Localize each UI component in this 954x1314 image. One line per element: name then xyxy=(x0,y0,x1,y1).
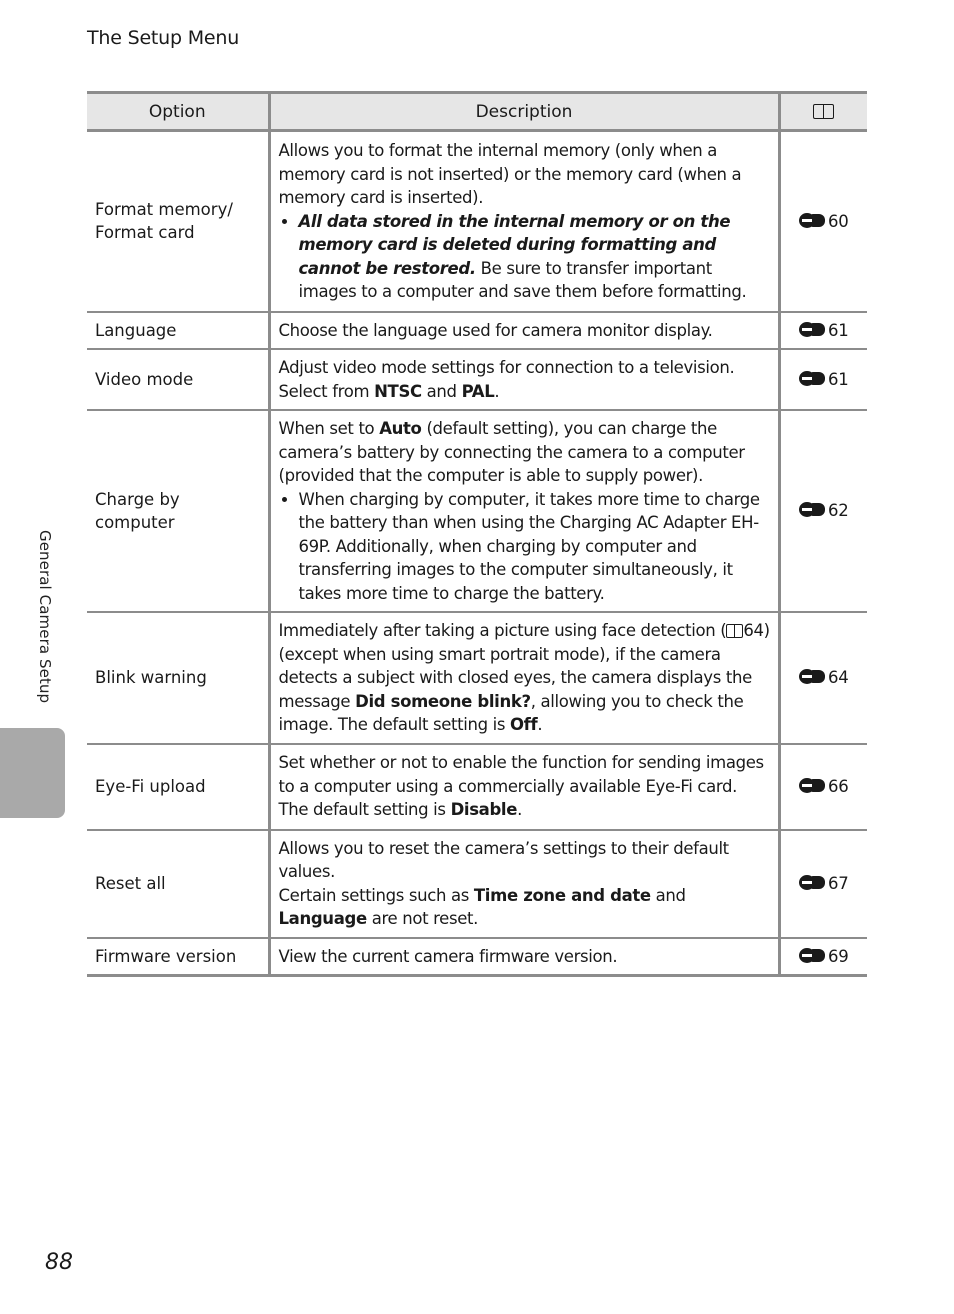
description-text: . xyxy=(517,800,522,820)
table-row xyxy=(87,938,867,976)
reference-page: 61 xyxy=(828,320,849,340)
description-paragraph xyxy=(279,884,771,931)
reference-section-e-icon xyxy=(799,371,828,386)
setting-name: Language xyxy=(278,909,367,928)
reference-section-e-icon xyxy=(799,669,828,684)
option-cell: Firmware version xyxy=(87,938,269,976)
reference-cell xyxy=(779,938,867,976)
reference-cell xyxy=(779,312,867,350)
option-cell xyxy=(87,410,269,612)
description-text: ) (except when using smart portrait mode), if the camera detects a subject with closed eyes, the camera displays the message xyxy=(278,621,770,711)
page-header-title: The Setup Menu xyxy=(87,27,240,49)
table-row xyxy=(87,410,867,612)
option-cell: Eye-Fi upload xyxy=(87,744,269,830)
section-thumb-tab xyxy=(0,728,65,818)
description-cell xyxy=(269,349,779,410)
description-text: . xyxy=(537,715,543,734)
reference-cell xyxy=(779,131,867,312)
reference-page: 62 xyxy=(828,501,849,521)
reference-cell xyxy=(779,410,867,612)
description-text: Allows you to reset the camera’s settings to their default values. xyxy=(278,838,729,881)
description-cell xyxy=(269,612,779,744)
column-header-reference xyxy=(779,93,867,131)
table-row xyxy=(87,131,867,312)
bullet-item: • When charging by computer, it takes more time to charge the battery than when using the Charging AC Adapter EH-69P. Additionally, when charging by computer and transferring images to the computer simultaneously, it takes more time to charge the battery. xyxy=(299,488,771,606)
bullet-list xyxy=(279,488,771,606)
setting-value: PAL xyxy=(461,381,495,401)
setting-value: Auto xyxy=(379,419,422,438)
description-text: . xyxy=(494,381,500,401)
reference-section-e-icon xyxy=(799,875,828,890)
description-text: Certain settings such as xyxy=(278,885,474,905)
option-label-line: Format card xyxy=(95,223,195,243)
option-label-line: Charge by xyxy=(95,489,180,509)
option-label-line: computer xyxy=(95,513,175,532)
setting-name: Time zone and date xyxy=(473,885,651,905)
reference-cell xyxy=(779,830,867,938)
cross-reference-page: 64 xyxy=(743,621,764,640)
option-cell xyxy=(87,131,269,312)
bullet-list xyxy=(279,210,771,304)
reference-section-e-icon xyxy=(799,948,828,963)
side-tab-label: General Camera Setup xyxy=(36,530,54,704)
reference-section-e-icon xyxy=(799,502,828,517)
table-row xyxy=(87,612,867,744)
reference-cell xyxy=(779,349,867,410)
message-text: Did someone blink? xyxy=(355,691,531,711)
description-text: are not reset. xyxy=(366,909,479,928)
column-header-option: Option xyxy=(87,93,269,131)
description-text: , allowing you to check the image. The default setting is xyxy=(278,691,744,734)
setting-value: NTSC xyxy=(374,381,422,401)
reference-page: 69 xyxy=(828,946,849,966)
table-row xyxy=(87,830,867,938)
reference-cell xyxy=(779,612,867,744)
option-cell: Reset all xyxy=(87,830,269,938)
setting-value: Off xyxy=(510,715,538,734)
description-cell: View the current camera firmware version. xyxy=(269,938,779,976)
setting-value: Disable xyxy=(450,800,518,820)
reference-page: 67 xyxy=(828,873,849,893)
description-text: Immediately after taking a picture using face detection ( xyxy=(278,621,727,640)
description-text: and xyxy=(650,885,686,905)
description-text: Allows you to format the internal memory (only when a memory card is not inserted) or the memory card (when a memory card is inserted). xyxy=(278,141,742,207)
reference-section-e-icon xyxy=(799,322,828,337)
description-cell xyxy=(269,410,779,612)
table-row xyxy=(87,744,867,830)
reference-page: 60 xyxy=(828,211,849,231)
option-cell: Blink warning xyxy=(87,612,269,744)
reference-section-e-icon xyxy=(799,213,828,228)
reference-page: 66 xyxy=(828,776,849,796)
option-label-line: Format memory/ xyxy=(95,199,233,219)
description-cell: Choose the language used for camera monitor display. xyxy=(269,312,779,350)
description-text: When set to xyxy=(278,419,380,438)
description-paragraph xyxy=(279,417,771,488)
description-text: Adjust video mode settings for connection to a television. Select from xyxy=(278,358,735,401)
bullet-text: Be sure to transfer important images to a computer and save them before formatting. xyxy=(298,258,747,301)
description-cell xyxy=(269,131,779,312)
bullet-item xyxy=(299,210,771,304)
book-icon xyxy=(813,104,834,119)
warning-text: All data stored in the internal memory or on the memory card is deleted during formatting and cannot be restored. xyxy=(298,211,731,278)
setup-menu-table xyxy=(87,91,867,977)
page-number: 88 xyxy=(45,1250,73,1275)
description-text: Set whether or not to enable the function for sending images to a computer using a commercially available Eye-Fi card. The default setting is xyxy=(278,753,764,820)
reference-page: 61 xyxy=(828,369,849,389)
description-text: and xyxy=(421,381,462,401)
option-cell: Video mode xyxy=(87,349,269,410)
book-icon xyxy=(726,624,743,638)
description-cell xyxy=(269,744,779,830)
table-row xyxy=(87,312,867,350)
reference-cell xyxy=(779,744,867,830)
description-text: (default setting), you can charge the camera’s battery by connecting the camera to a computer (provided that the computer is able to supply power). xyxy=(278,419,745,485)
reference-page: 64 xyxy=(828,668,849,687)
column-header-description: Description xyxy=(269,93,779,131)
table-header-row xyxy=(87,93,867,131)
reference-section-e-icon xyxy=(799,778,828,793)
description-cell xyxy=(269,830,779,938)
option-cell: Language xyxy=(87,312,269,350)
table-row xyxy=(87,349,867,410)
